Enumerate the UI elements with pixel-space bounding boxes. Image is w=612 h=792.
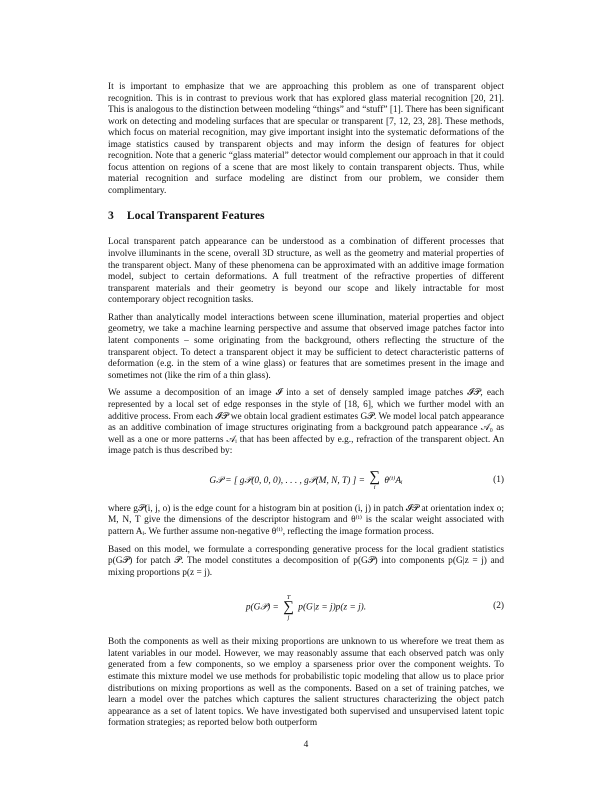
equation-2-lhs: p(G𝒫) = — [245, 602, 279, 613]
page-body — [108, 82, 504, 736]
equation-1-number: (1) — [493, 475, 504, 486]
section-heading — [108, 209, 504, 223]
equation-1-sum: ∑ i — [369, 468, 381, 491]
equation-2-number: (2) — [493, 601, 504, 612]
section-title: Local Transparent Features — [126, 209, 265, 223]
equation-1-sum-sub: i — [373, 483, 376, 491]
section-paragraph-3: We assume a decomposition of an image 𝓘 into a set of densely sampled image patches 𝓘𝒫, each represented by a local set of edge responses in the style of [18, 6], which we further model with an additive process. From each 𝓘𝒫 we obtain local gradient estimates G𝒫. We model local patch appearance as an additive combination of image structures originating from a background patch appearance 𝒜₀ as well as a one or more patterns 𝒜ᵢ that has been affected by e.g., refraction of the transparent object. An image patch is thus described by: — [108, 388, 505, 457]
equation-2-sum-sub: j — [287, 613, 290, 621]
page-number: 4 — [303, 740, 309, 750]
paragraph-final: Both the components as well as their mixing proportions are unknown to us wherefore we treat them as latent variables in our model. However, we may reasonably assume that each observed patch was only generated from a few components, so we employ a sparseness prior over the component weights. To estimate this mixture model we use methods for probabilistic topic modeling that allow us to place prior distributions on mixing proportions as well as the components. Based on a set of training patches, we learn a model over the patches which captures the salient structures characterizing the object patch appearance as a set of latent topics. We have investigated both supervised and unsupervised latent topic formation strategies; as reported below both outperform — [108, 637, 504, 729]
paragraph-model: Based on this model, we formulate a corresponding generative process for the local gradient statistics p(G𝒫) for patch 𝒫. The model constitutes a decomposition of p(G𝒫) into components p(G|z = j) and mixing proportions p(z = j). — [108, 544, 504, 578]
equation-1-lhs: G𝒫 = [ g𝒫(0, 0, 0), . . . , g𝒫(M, N, T) ] = — [209, 476, 365, 487]
equation-1 — [108, 464, 504, 498]
paragraph-after-eq1: where g𝒫(i, j, o) is the edge count for a histogram bin at position (i, j) in patch 𝓘𝒫 at orientation index o; M, N, T give the dimensions of the descriptor histogram and θ⁽ⁱ⁾ is the scalar weight associated with pattern Aᵢ. We further assume non-negative θ⁽ⁱ⁾, reflecting the image formation process. — [108, 503, 504, 537]
equation-2-sum-sup: T — [286, 593, 291, 601]
equation-2 — [108, 587, 504, 627]
equation-2-rhs: p(G|z = j)p(z = j). — [298, 602, 367, 613]
section-number: 3 — [108, 209, 114, 223]
section-paragraph-1: Local transparent patch appearance can be understood as a combination of different processes that involve illuminants in the scene, overall 3D structure, as well as the geometry and material properties of the transparent object. Many of these phenomena can be approximated with an additive image formation model, subject to certain deformations. A full treatment of the refractive properties of different transparent materials and their geometry is beyond our scope and likely intractable for most contemporary object recognition tasks. — [108, 237, 504, 306]
equation-1-rhs: θ⁽ⁱ⁾Aᵢ — [384, 476, 403, 487]
intro-paragraph: It is important to emphasize that we are approaching this problem as one of transparent object recognition. This is in contrast to previous work that has explored glass material recognition [20, 21]. This is analogous to the distinction between modeling “things” and “stuff” [1]. There has been significant work on detecting and modeling surfaces that are specular or transparent [7, 12, 23, 28]. These methods, which focus on material recognition, may give important insight into the systematic deformations of the image statistics caused by transparent objects and may inform the design of features for object recognition. Note that a generic “glass material” detector would complement our approach in that it could focus attention on regions of a scene that are most likely to contain transparent objects. Thus, while material recognition and surface modeling are distinct from our problem, we consider them complimentary. — [108, 82, 504, 196]
equation-2-sum: T ∑ j — [283, 593, 294, 621]
section-paragraph-2: Rather than analytically model interactions between scene illumination, material properties and object geometry, we take a machine learning perspective and assume that observed image patches factor into latent components – some originating from the background, others reflecting the structure of the transparent object. To detect a transparent object it may be sufficient to detect characteristic patterns of deformation (e.g. in the stem of a wine glass) or features that are sometimes present in the image and sometimes not (like the rim of a thin glass). — [108, 312, 504, 381]
